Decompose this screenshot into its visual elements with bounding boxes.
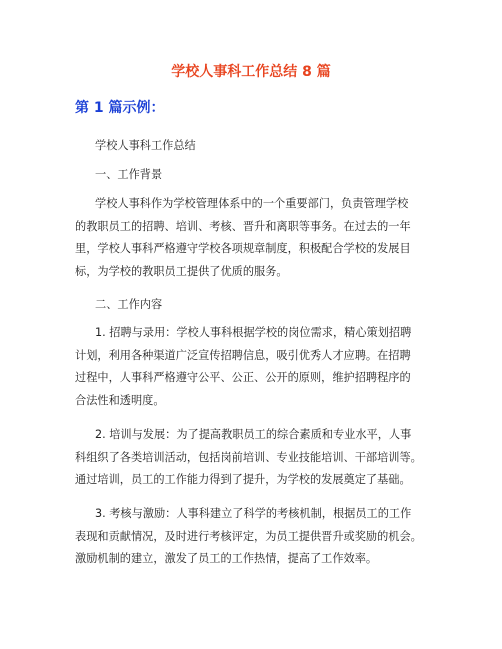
paragraph-line: 过程中，人事科严格遵守公平、公正、公开的原则，维护招聘程序的	[75, 371, 411, 384]
heading-background-paragraph	[75, 164, 435, 187]
heading-background: 一、工作背景	[95, 168, 163, 181]
paragraph-line: 合法性和透明度。	[75, 393, 165, 407]
heading-content-paragraph	[75, 294, 435, 317]
paragraph-line: 激励机制的建立，激发了员工的工作热情，提高了工作效率。	[75, 552, 378, 565]
item2-paragraph	[75, 424, 435, 492]
paragraph-line: 2. 培训与发展：为了提高教职员工的综合素质和专业水平，人事	[95, 428, 412, 441]
paragraph-line: 标，为学校的教职员工提供了优质的服务。	[75, 264, 288, 278]
paragraph-line: 通过培训，员工的工作能力得到了提升，为学校的发展奠定了基础。	[75, 473, 411, 486]
document-title: 学校人事科工作总结 8 篇	[171, 64, 331, 80]
paragraph-line: 的教职员工的招聘、培训、考核、晋升和离职等事务。在过去的一年	[75, 219, 411, 233]
heading-content: 二、工作内容	[95, 298, 163, 311]
paragraph-line: 表现和贡献情况，及时进行考核评定，为员工提供晋升或奖励的机会。	[75, 529, 422, 543]
section-heading: 第 1 篇示例：	[75, 100, 165, 116]
subtitle: 学校人事科工作总结	[95, 139, 196, 152]
paragraph-line: 计划，利用各种渠道广泛宣传招聘信息，吸引优秀人才应聘。在招聘	[75, 348, 411, 362]
paragraph-line: 1. 招聘与录用：学校人事科根据学校的岗位需求，精心策划招聘	[95, 326, 412, 339]
paragraph-line: 学校人事科作为学校管理体系中的一个重要部门，负责管理学校	[95, 197, 409, 210]
item1-paragraph	[75, 322, 435, 412]
subtitle-paragraph	[75, 135, 435, 158]
paragraph-line: 里，学校人事科严格遵守学校各项规章制度，积极配合学校的发展目	[75, 242, 411, 255]
paragraph-line: 3. 考核与激励：人事科建立了科学的考核机制，根据员工的工作	[95, 507, 412, 520]
paragraph-line: 科组织了各类培训活动，包括岗前培训、专业技能培训、干部培训等。	[75, 450, 422, 464]
background-paragraph	[75, 193, 435, 283]
item3-paragraph	[75, 503, 435, 571]
